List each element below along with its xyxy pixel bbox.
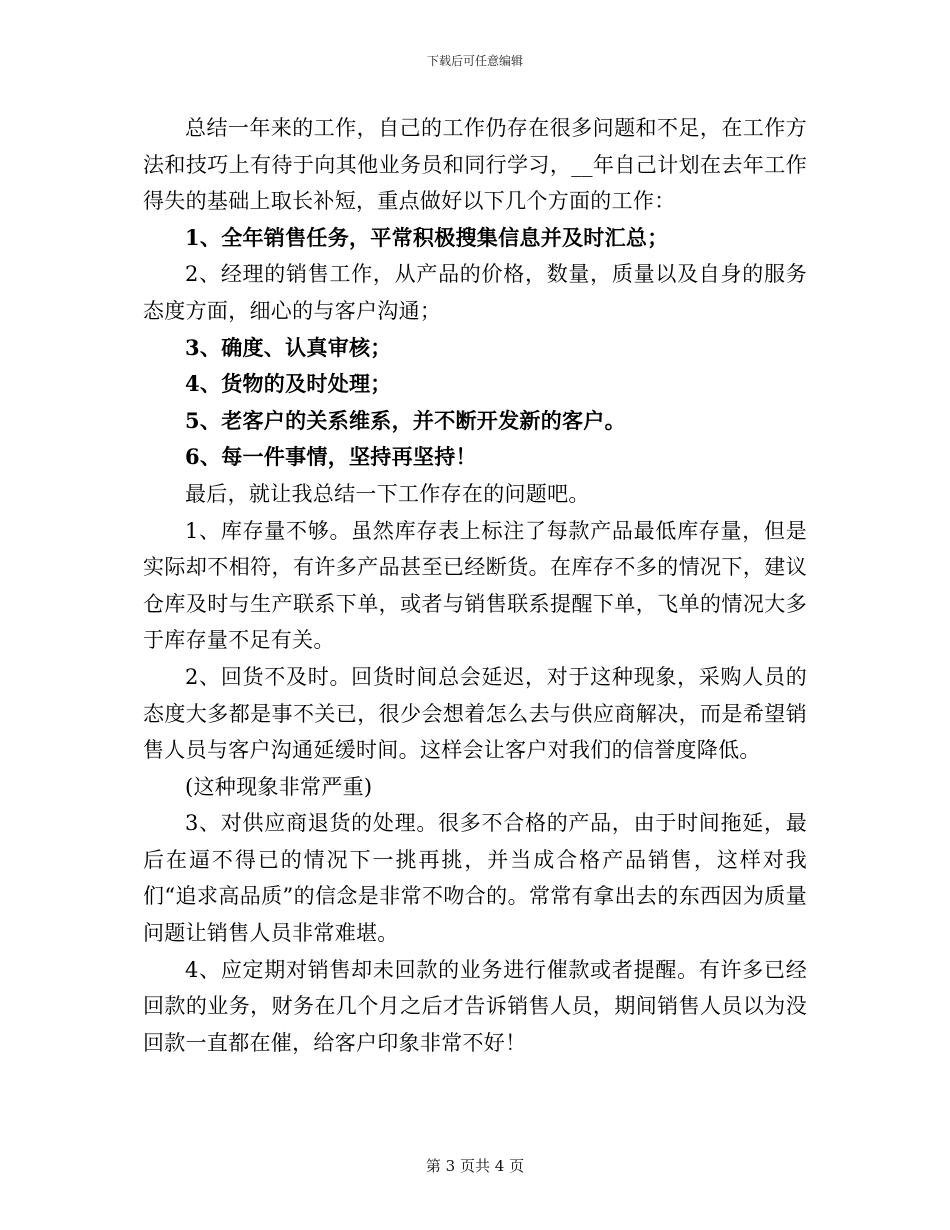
paragraph-plan-item-3: 3、确度、认真审核； <box>185 334 392 360</box>
paragraph-problem-3: 3、对供应商退货的处理。很多不合格的产品，由于时间拖延，最后在逼不得已的情况下一挑再挑，并当成合格产品销售，这样对我们“追求高品质”的信念是非常不吻合的。常常有拿出去的东西因为质量问题让销售人员非常难堪。 <box>143 811 807 946</box>
paragraph-plan-item-5: 5、老客户的关系维系，并不断开发新的客户。 <box>185 407 626 433</box>
paragraph-problem-4: 4、应定期对销售却未回款的业务进行催款或者提醒。有许多已经回款的业务，财务在几个月之后才告诉销售人员，期间销售人员以为没回款一直都在催，给客户印象非常不好！ <box>143 957 807 1055</box>
paragraph-plan-item-1: 1、全年销售任务，平常积极搜集信息并及时汇总； <box>185 224 669 250</box>
paragraph-plan-item-2: 2、经理的销售工作，从产品的价格，数量，质量以及自身的服务态度方面，细心的与客户沟通； <box>143 262 807 323</box>
paragraph-plan-item-6: 6、每一件事情，坚持再坚持！ <box>185 444 477 470</box>
paragraph-problems-intro: 最后，就让我总结一下工作存在的问题吧。 <box>185 481 590 506</box>
paragraph-problem-1: 1、库存量不够。虽然库存表上标注了每款产品最低库存量，但是实际却不相符，有许多产品甚至已经断货。在库存不多的情况下，建议仓库及时与生产联系下单，或者与销售联系提醒下单，飞单的情况大多于库存量不足有关。 <box>143 518 807 653</box>
page-header: 下载后可任意编辑 <box>426 54 523 68</box>
page-footer: 第 3 页共 4 页 <box>425 1157 525 1175</box>
paragraph-summary-intro: 总结一年来的工作，自己的工作仍存在很多问题和不足，在工作方法和技巧上有待于向其他业务员和同行学习，__年自己计划在去年工作得失的基础上取长补短，重点做好以下几个方面的工作： <box>143 116 807 214</box>
paragraph-problem-2: 2、回货不及时。回货时间总会延迟，对于这种现象，采购人员的态度大多都是事不关已，很少会想着怎么去与供应商解决，而是希望销售人员与客户沟通延缓时间。这样会让客户对我们的信誉度降低。 <box>143 664 807 763</box>
paragraph-plan-item-4: 4、货物的及时处理； <box>185 371 392 397</box>
paragraph-problem-2-note: (这种现象非常严重) <box>185 774 373 799</box>
document-body <box>143 110 807 1061</box>
